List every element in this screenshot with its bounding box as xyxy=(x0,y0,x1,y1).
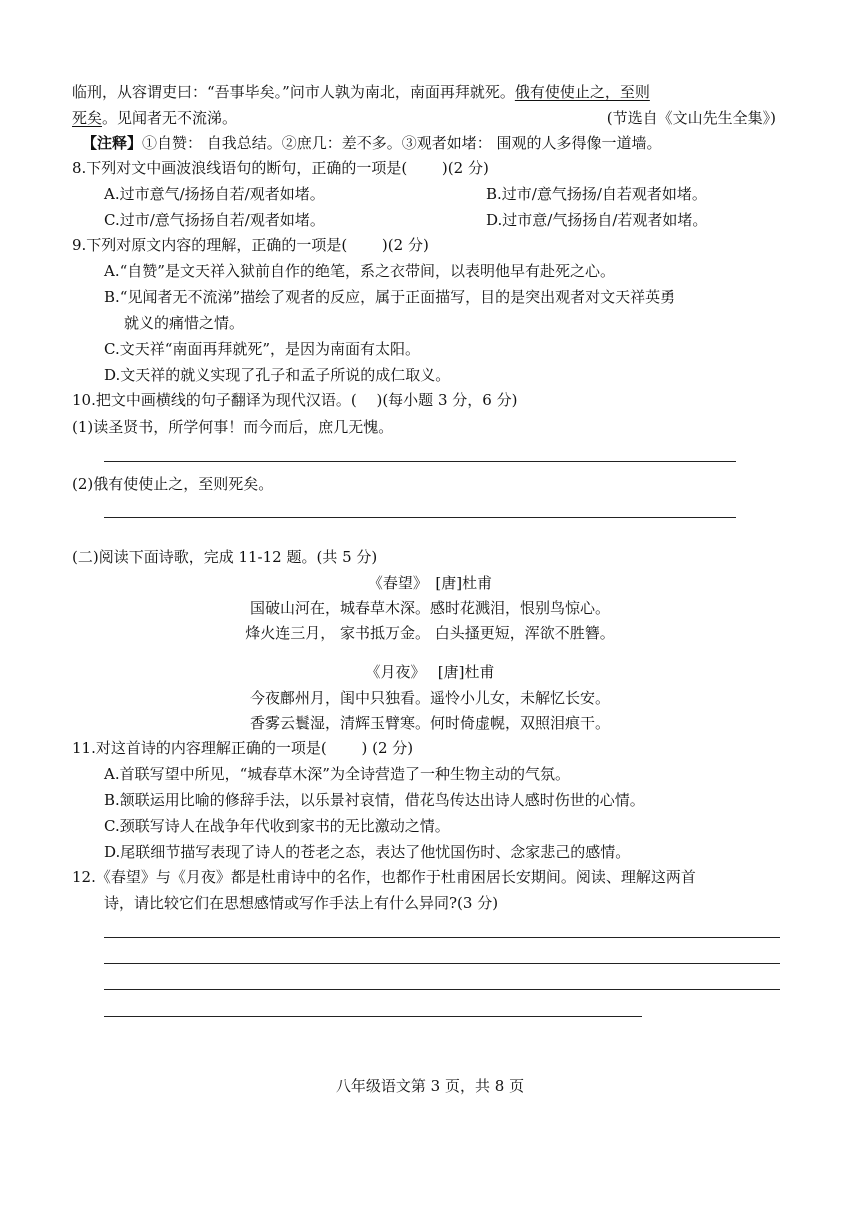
underlined-sentence-end: 死矣 xyxy=(72,109,103,127)
q9-option-d[interactable]: D.文天祥的就义实现了孔子和孟子所说的成仁取义。 xyxy=(104,366,451,384)
passage-source: (节选自《文山先生全集》) xyxy=(606,109,776,127)
underlined-sentence: 俄有使使止之，至则 xyxy=(514,83,650,101)
passage-text: 临刑，从容谓吏曰：“吾事毕矣。”问市人孰为南北，南面再拜就死。 xyxy=(72,83,515,101)
page-footer: 八年级语文第 3 页，共 8 页 xyxy=(335,1077,525,1095)
q11-option-b[interactable]: B.颔联运用比喻的修辞手法，以乐景衬哀情，借花鸟传达出诗人感时伤世的心情。 xyxy=(104,791,645,809)
passage-line-2 xyxy=(72,108,237,128)
q11-option-c[interactable]: C.颈联写诗人在战争年代收到家书的无比激动之情。 xyxy=(104,817,450,835)
q9-stem: 9.下列对原文内容的理解，正确的一项是( )(2 分) xyxy=(72,236,429,254)
q9-option-a[interactable]: A.“自赞”是文天祥入狱前自作的绝笔，系之衣带间，以表明他早有赴死之心。 xyxy=(104,262,615,280)
q8-option-b[interactable]: B.过市/意气扬扬/自若观者如堵。 xyxy=(486,185,707,203)
poem-2-line-1: 今夜鄜州月，闺中只独看。遥怜小儿女，未解忆长安。 xyxy=(249,689,610,707)
q8-option-c[interactable]: C.过市/意气扬扬自若/观者如堵。 xyxy=(104,211,325,229)
notes-label: 【注释】 xyxy=(82,134,143,152)
passage-text: 。见闻者无不流涕。 xyxy=(102,109,238,127)
poem-1-line-2: 烽火连三月， 家书抵万金。 白头搔更短，浑欲不胜簪。 xyxy=(245,624,615,642)
q12-stem-cont: 诗，请比较它们在思想感情或写作手法上有什么异同?(3 分) xyxy=(104,894,499,912)
poem-2-line-2: 香雾云鬟湿，清辉玉臂寒。何时倚虚幌，双照泪痕干。 xyxy=(249,714,610,732)
answer-line[interactable] xyxy=(104,989,780,990)
q10-sentence-2: (2)俄有使使止之，至则死矣。 xyxy=(72,475,274,493)
answer-line[interactable] xyxy=(104,461,736,462)
poem-1-title: 《春望》 [唐]杜甫 xyxy=(367,574,493,592)
answer-line[interactable] xyxy=(104,517,736,518)
q11-stem: 11.对这首诗的内容理解正确的一项是( ) (2 分) xyxy=(72,739,414,757)
q11-option-a[interactable]: A.首联写望中所见，“城春草木深”为全诗营造了一种生物主动的气氛。 xyxy=(104,765,570,783)
q10-sentence-1: (1)读圣贤书，所学何事！而今而后，庶几无愧。 xyxy=(72,418,394,436)
notes-text: ①自赞： 自我总结。②庶几：差不多。③观者如堵： 围观的人多得像一道墙。 xyxy=(142,134,662,152)
q8-stem: 8.下列对文中画波浪线语句的断句，正确的一项是( )(2 分) xyxy=(72,159,489,177)
answer-line[interactable] xyxy=(104,937,780,938)
q9-option-b[interactable]: B.“见闻者无不流涕”描绘了观者的反应，属于正面描写，目的是突出观者对文天祥英勇 xyxy=(104,288,676,306)
passage-line-1 xyxy=(72,82,650,102)
q9-option-b-cont: 就义的痛惜之情。 xyxy=(124,314,245,332)
poem-1-line-1: 国破山河在，城春草木深。感时花溅泪，恨别鸟惊心。 xyxy=(249,599,610,617)
answer-line[interactable] xyxy=(104,963,780,964)
q9-option-c[interactable]: C.文天祥“南面再拜就死”，是因为南面有太阳。 xyxy=(104,340,421,358)
notes xyxy=(82,133,662,153)
q8-option-a[interactable]: A.过市意气/扬扬自若/观者如堵。 xyxy=(104,185,325,203)
answer-line[interactable] xyxy=(104,1016,642,1017)
q10-stem: 10.把文中画横线的句子翻译为现代汉语。( )(每小题 3 分，6 分) xyxy=(72,391,518,409)
q12-stem: 12.《春望》与《月夜》都是杜甫诗中的名作，也都作于杜甫困居长安期间。阅读、理解这两首 xyxy=(72,868,696,886)
poem-2-title: 《月夜》 [唐]杜甫 xyxy=(365,663,495,681)
q8-option-d[interactable]: D.过市意/气扬扬自/若观者如堵。 xyxy=(486,211,708,229)
q11-option-d[interactable]: D.尾联细节描写表现了诗人的苍老之态，表达了他忧国伤时、念家悲己的感情。 xyxy=(104,843,631,861)
section-heading: (二)阅读下面诗歌，完成 11-12 题。(共 5 分) xyxy=(72,548,378,566)
